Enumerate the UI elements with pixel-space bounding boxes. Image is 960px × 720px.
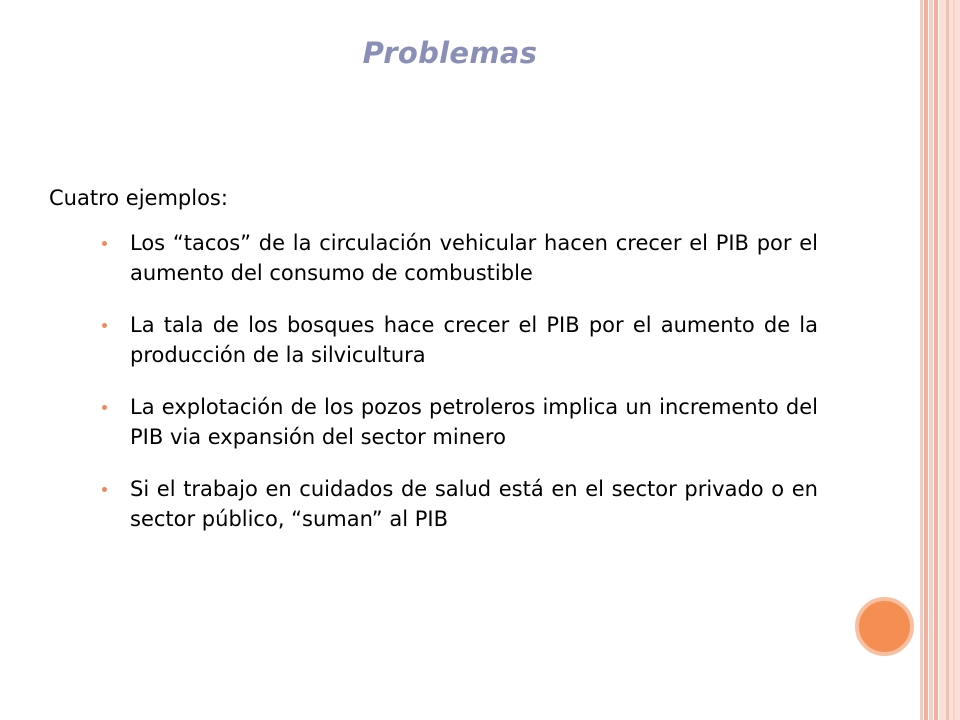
bullet-text: Los “tacos” de la circulación vehicular hacen crecer el PIB por el aumento del consumo de combustible: [130, 231, 818, 285]
intro-text: Cuatro ejemplos:: [49, 186, 228, 210]
bullet-dot-icon: [102, 405, 107, 410]
decorative-stripe: [920, 0, 923, 720]
decorative-stripe: [953, 0, 955, 720]
slide-title: Problemas: [362, 36, 538, 70]
bullet-text: Si el trabajo en cuidados de salud está en el sector privado o en sector público, “suman” al PIB: [130, 477, 818, 531]
bullet-text: La tala de los bosques hace crecer el PIB por el aumento de la producción de la silvicultura: [130, 313, 818, 367]
decorative-circle-icon: [855, 597, 914, 656]
bullet-dot-icon: [102, 241, 107, 246]
bullet-list: [100, 228, 818, 556]
decorative-stripe: [929, 0, 933, 720]
bullet-text: La explotación de los pozos petroleros implica un incremento del PIB via expansión del sector minero: [130, 395, 818, 449]
bullet-dot-icon: [102, 487, 107, 492]
decorative-stripe: [946, 0, 949, 720]
bullet-item: [100, 228, 818, 288]
decorative-stripe: [934, 0, 938, 720]
bullet-item: [100, 392, 818, 452]
bullet-dot-icon: [102, 323, 107, 328]
decorative-stripe: [939, 0, 960, 720]
decorative-stripe: [924, 0, 928, 720]
bullet-item: [100, 310, 818, 370]
bullet-item: [100, 474, 818, 534]
